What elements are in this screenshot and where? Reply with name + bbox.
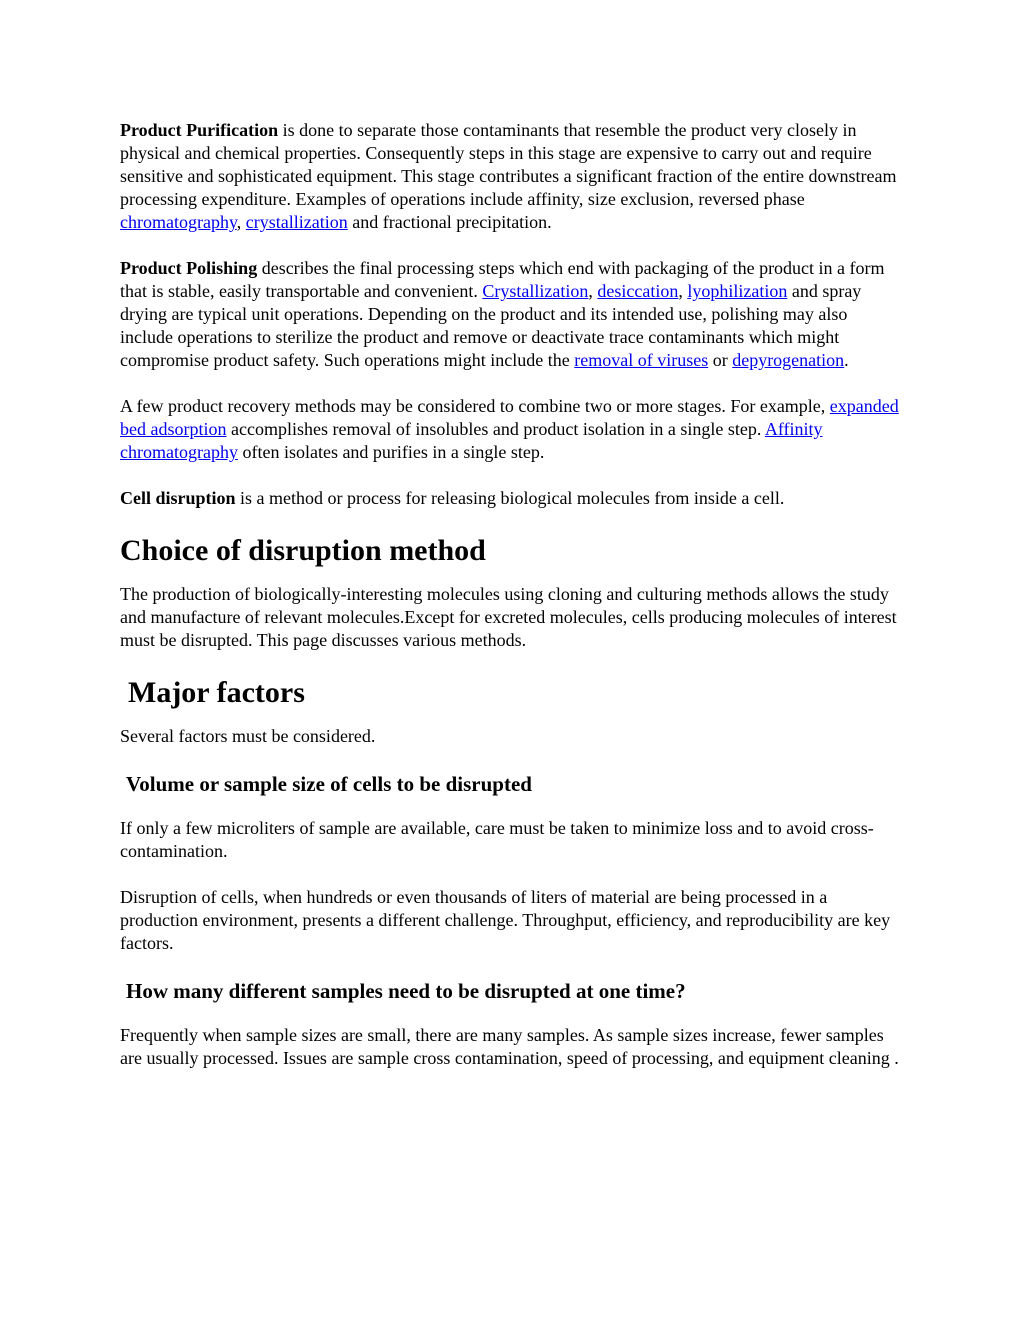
link-chromatography[interactable]: chromatography xyxy=(120,212,237,232)
term-product-purification: Product Purification xyxy=(120,120,279,140)
text: accomplishes removal of insolubles and product isolation in a single step. xyxy=(226,419,765,439)
text: A few product recovery methods may be considered to combine two or more stages. For example, xyxy=(120,396,830,416)
paragraph-production: The production of biologically-interesting molecules using cloning and culturing methods allows the study and manufacture of relevant molecules.Except for excreted molecules, cells producing molecules of interest must be disrupted. This page discusses various methods. xyxy=(120,584,897,650)
text: is done to separate those contaminants that resemble the product very closely in physical and chemical properties. Consequently steps in this stage are expensive to carry out and require sensitive and sophisticated equipment. This stage contributes a significant fraction of the entire downstream processing expenditure. Examples of operations include affinity, size exclusion, reversed phase xyxy=(120,120,897,209)
link-crystallization[interactable]: crystallization xyxy=(245,212,348,232)
term-product-polishing: Product Polishing xyxy=(120,258,258,278)
text: and spray drying are typical unit operations. Depending on the product and its intended use, polishing may also include operations to sterilize the product and remove or deactivate trace contaminants which might compromise product safety. Such operations might include the xyxy=(120,281,862,370)
text: , xyxy=(678,281,688,301)
paragraph-microliters: If only a few microliters of sample are available, care must be taken to minimize loss and to avoid cross-contamination. xyxy=(120,818,874,861)
paragraph-several-factors: Several factors must be considered. xyxy=(120,726,376,746)
link-depyrogenation[interactable]: depyrogenation xyxy=(732,350,845,370)
heading-choice-of-disruption-method: Choice of disruption method xyxy=(120,534,486,567)
heading-major-factors: Major factors xyxy=(128,676,305,709)
heading-volume-sample-size: Volume or sample size of cells to be disrupted xyxy=(126,772,532,796)
link-removal-of-viruses[interactable]: removal of viruses xyxy=(574,350,709,370)
text: describes the final processing steps which end with packaging of the product in a form that is stable, easily transportable and convenient. xyxy=(120,258,885,301)
text: . xyxy=(844,350,849,370)
term-cell-disruption: Cell disruption xyxy=(120,488,236,508)
paragraph-recovery-methods xyxy=(120,395,904,464)
heading-how-many-samples: How many different samples need to be disrupted at one time? xyxy=(126,979,686,1003)
link-crystallization-2[interactable]: Crystallization xyxy=(482,281,589,301)
link-desiccation[interactable]: desiccation xyxy=(597,281,679,301)
document-page xyxy=(120,119,904,1093)
link-affinity-chromatography[interactable]: Affinity chromatography xyxy=(120,419,823,462)
paragraph-cell-disruption xyxy=(120,487,904,510)
text: , xyxy=(236,212,246,232)
paragraph-product-purification xyxy=(120,119,904,234)
text: is a method or process for releasing biological molecules from inside a cell. xyxy=(235,488,785,508)
paragraph-sample-sizes: Frequently when sample sizes are small, there are many samples. As sample sizes increase, fewer samples are usually processed. Issues are sample cross contamination, speed of processing, and equipment cleaning . xyxy=(120,1025,899,1068)
paragraph-production-environment: Disruption of cells, when hundreds or even thousands of liters of material are being processed in a production environment, presents a different challenge. Throughput, efficiency, and reproducibility are key factors. xyxy=(120,887,891,953)
text: or xyxy=(708,350,733,370)
text: and fractional precipitation. xyxy=(347,212,552,232)
link-lyophilization[interactable]: lyophilization xyxy=(687,281,788,301)
text: often isolates and purifies in a single step. xyxy=(237,442,545,462)
link-expanded-bed-adsorption[interactable]: expanded bed adsorption xyxy=(120,396,899,439)
paragraph-product-polishing xyxy=(120,257,904,372)
text: , xyxy=(588,281,598,301)
